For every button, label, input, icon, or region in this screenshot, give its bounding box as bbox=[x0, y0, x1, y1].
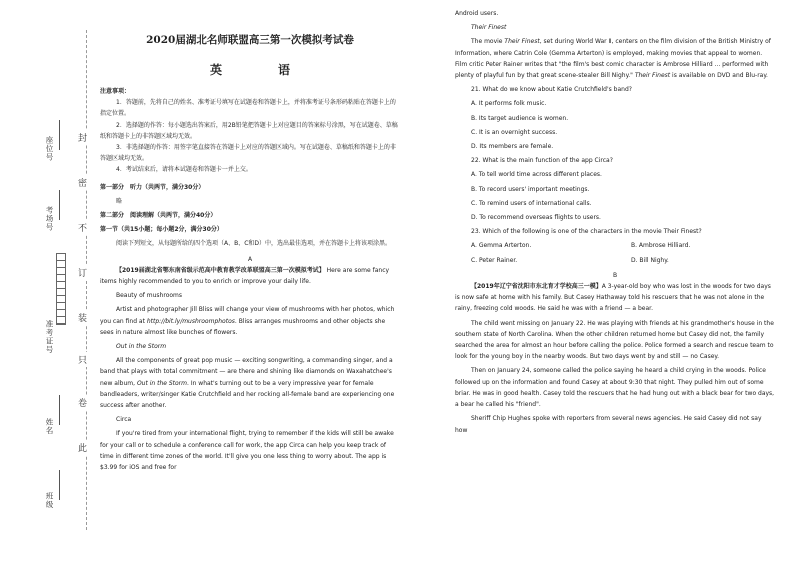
answer-option: D. Its members are female. bbox=[471, 143, 554, 151]
exam-room-field[interactable] bbox=[59, 190, 60, 220]
name-field[interactable] bbox=[59, 395, 60, 425]
question-stem: 22. What is the main function of the app Circa? bbox=[471, 157, 613, 165]
admission-number-label: 准考证号 bbox=[45, 320, 54, 354]
answer-option: A. Gemma Arterton. bbox=[471, 242, 532, 250]
answer-option: B. Ambrose Hilliard. bbox=[631, 242, 691, 250]
item4-body bbox=[455, 36, 775, 81]
passage-a-label: A bbox=[247, 255, 253, 263]
passage-b-p1 bbox=[455, 281, 775, 315]
passage-b-p2: The child went missing on January 22. He was playing with friends at his grandmother's house in the southern state of North Carolina. When the other children returned home but Casey did not, the family searched the area for almost an hour before calling the police. Police formed a search and rescue team to look for the young boy in the nearby woods. But two days went by and still — no Casey. bbox=[455, 319, 774, 361]
passage-b-p4: Sheriff Chip Hughes spoke with reporters from several news agencies. He said Casey did not say how bbox=[455, 415, 762, 434]
notice-item: 1．答题前，先将自己的姓名、准考证号填写在试题卷和答题卡上，并将准考证号条形码粘贴在答题卡上的指定位置。 bbox=[100, 99, 396, 118]
passage-a-intro-text: Here are some fancy items highly recommended to you to enrich or improve your daily life. bbox=[100, 266, 390, 286]
passage-b-source: 【2019年辽宁省沈阳市东北育才学校高三一模】 bbox=[471, 283, 602, 291]
item4-text-mid: , set during World War Ⅱ, centers on the film division of the British Ministry of Information, where Catrin Cole (Gemma Arterton) is employed, making movies that appeal to women. Film critic Peter Rainer writes that "the film's best comic character is Ambrose Hilliard ... performed with plenty of playful fun by that great scene-stealer Bill Nighy." bbox=[455, 38, 771, 80]
question-stem: 21. What do we know about Katie Crutchfield's band? bbox=[471, 86, 632, 94]
answer-option: D. To recommend overseas flights to users. bbox=[471, 214, 601, 222]
seal-char: 装 bbox=[78, 310, 87, 325]
passage-b-p3: Then on January 24, someone called the police saying he heard a child crying in the woods. Police followed up on the information and found Casey at about 9:30 that night. They pulled him out of some briar. He was in good health. Casey told the rescuers that he had hung out with a black bear for two days, a bear he called his "friend". bbox=[455, 367, 775, 409]
class-label: 班级 bbox=[45, 492, 54, 509]
answer-option: B. Its target audience is women. bbox=[471, 114, 569, 122]
answer-option: A. It performs folk music. bbox=[471, 100, 547, 108]
seal-char: 密 bbox=[78, 175, 87, 190]
seat-number-field[interactable] bbox=[59, 120, 60, 150]
seal-char: 订 bbox=[78, 265, 87, 280]
item3-continuation: Android users. bbox=[455, 10, 499, 17]
part2-heading: 第二部分 阅读理解（共两节，满分40分） bbox=[100, 212, 217, 220]
seal-char: 封 bbox=[78, 130, 87, 145]
album-name: Out in the Storm bbox=[136, 379, 187, 387]
notice-item: 4．考试结束后，请将本试题卷和答题卡一并上交。 bbox=[116, 166, 252, 174]
seal-char: 此 bbox=[78, 440, 87, 455]
subject-title: 英 语 bbox=[209, 63, 312, 77]
part1-note: 略 bbox=[116, 197, 123, 205]
answer-option: B. To record users' important meetings. bbox=[471, 185, 590, 193]
seal-char: 只 bbox=[78, 352, 87, 367]
answer-option-row bbox=[455, 255, 775, 266]
reading-instructions: 阅读下列短文，从每题所给的四个选项（A、B、C和D）中，选出最佳选项，并在答题卡上将该项涂黑。 bbox=[116, 240, 392, 248]
answer-option: C. To remind users of international calls. bbox=[471, 199, 592, 207]
exam-title: 2020届湖北名师联盟高三第一次模拟考试卷 bbox=[146, 34, 354, 46]
seal-char: 不 bbox=[78, 220, 87, 235]
seat-number-label: 座位号 bbox=[45, 136, 54, 162]
movie-name: Their Finest bbox=[634, 72, 671, 80]
answer-option: C. Peter Rainer. bbox=[471, 256, 518, 264]
answer-option-row bbox=[455, 240, 775, 251]
seal-char: 卷 bbox=[78, 395, 87, 410]
item1-body bbox=[100, 304, 400, 338]
item4-text-end: is available on DVD and Blu-ray. bbox=[670, 72, 768, 80]
name-label: 姓名 bbox=[45, 418, 54, 435]
item4-title: Their Finest bbox=[471, 24, 507, 32]
mushroom-photos-link[interactable]: http://bit.ly/mushroomphotos bbox=[146, 317, 235, 325]
answer-option: C. It is an overnight success. bbox=[471, 128, 558, 136]
notice-item: 2．选择题的作答：每小题选出答案后，用2B铅笔把答题卡上对应题目的答案标号涂黑，写在试题卷、草稿纸和答题卡上的非答题区域均无效。 bbox=[100, 121, 398, 140]
section-heading: 第一节（共15小题；每小题2分，满分30分） bbox=[100, 226, 223, 234]
item1-text-end: . Bliss arranges mushrooms and other objects she sees in nature almost like bunches of flowers. bbox=[100, 317, 386, 336]
notice-heading: 注意事项： bbox=[100, 88, 131, 95]
admission-number-boxes[interactable] bbox=[56, 253, 66, 325]
item1-title: Beauty of mushrooms bbox=[116, 292, 183, 300]
item2-text: All the components of great pop music — exciting songwriting, a commanding singer, and a band that plays with total commitment — are there and shining like diamonds on Waxahatchee's new album, bbox=[100, 357, 393, 387]
exam-room-label: 考场号 bbox=[45, 206, 54, 232]
passage-a-source: 【2019届湖北省鄂东南省级示范高中教育教学改革联盟高三第一次模拟考试】 bbox=[116, 266, 325, 274]
seal-dashed-line bbox=[86, 30, 87, 530]
part1-heading: 第一部分 听力（共两节，满分30分） bbox=[100, 183, 205, 191]
question-stem: 23. Which of the following is one of the characters in the movie Their Finest? bbox=[471, 228, 702, 236]
item2-text-end: . In what's turning out to be a very impressive year for female bandleaders, writer/singer Katie Crutchfield and her rocking all-female band are experiencing one success after another. bbox=[100, 379, 395, 410]
item3-body: If you're tired from your international flight, trying to remember if the kids will still be awake for your call or to schedule a conference call for work, the app Circa can help you keep track of time in different time zones of the world. It'll give you one less thing to worry about. The app is $3.99 for iOS and free for bbox=[100, 430, 394, 472]
answer-option: A. To tell world time across different places. bbox=[471, 171, 602, 179]
item2-title: Out in the Storm bbox=[116, 343, 167, 351]
left-column bbox=[100, 32, 400, 473]
notice-item: 3．非选择题的作答：用签字笔直接答在答题卡上对应的答题区域内。写在试题卷、草稿纸和答题卡上的非答题区域均无效。 bbox=[100, 144, 396, 163]
class-field[interactable] bbox=[59, 470, 60, 500]
item4-text: The movie bbox=[471, 38, 505, 46]
binding-margin bbox=[0, 0, 95, 562]
passage-b-label: B bbox=[612, 271, 618, 279]
passage-b-p1-text: A 3-year-old boy who was lost in the woods for two days is now safe at home with his family. But Casey Hathaway told his rescuers that he was not alone in the rainy, freezing cold woods. He said he was with a friend — a bear. bbox=[455, 283, 771, 313]
item2-body bbox=[100, 355, 400, 411]
right-column bbox=[455, 8, 775, 436]
item1-text: Artist and photographer Jill Bliss will change your view of mushrooms with her photos, which you can find at bbox=[100, 306, 395, 325]
item3-title: Circa bbox=[116, 416, 132, 424]
movie-name: Their Finest bbox=[504, 38, 540, 46]
passage-a-intro bbox=[100, 265, 400, 287]
answer-option: D. Bill Nighy. bbox=[631, 256, 669, 264]
